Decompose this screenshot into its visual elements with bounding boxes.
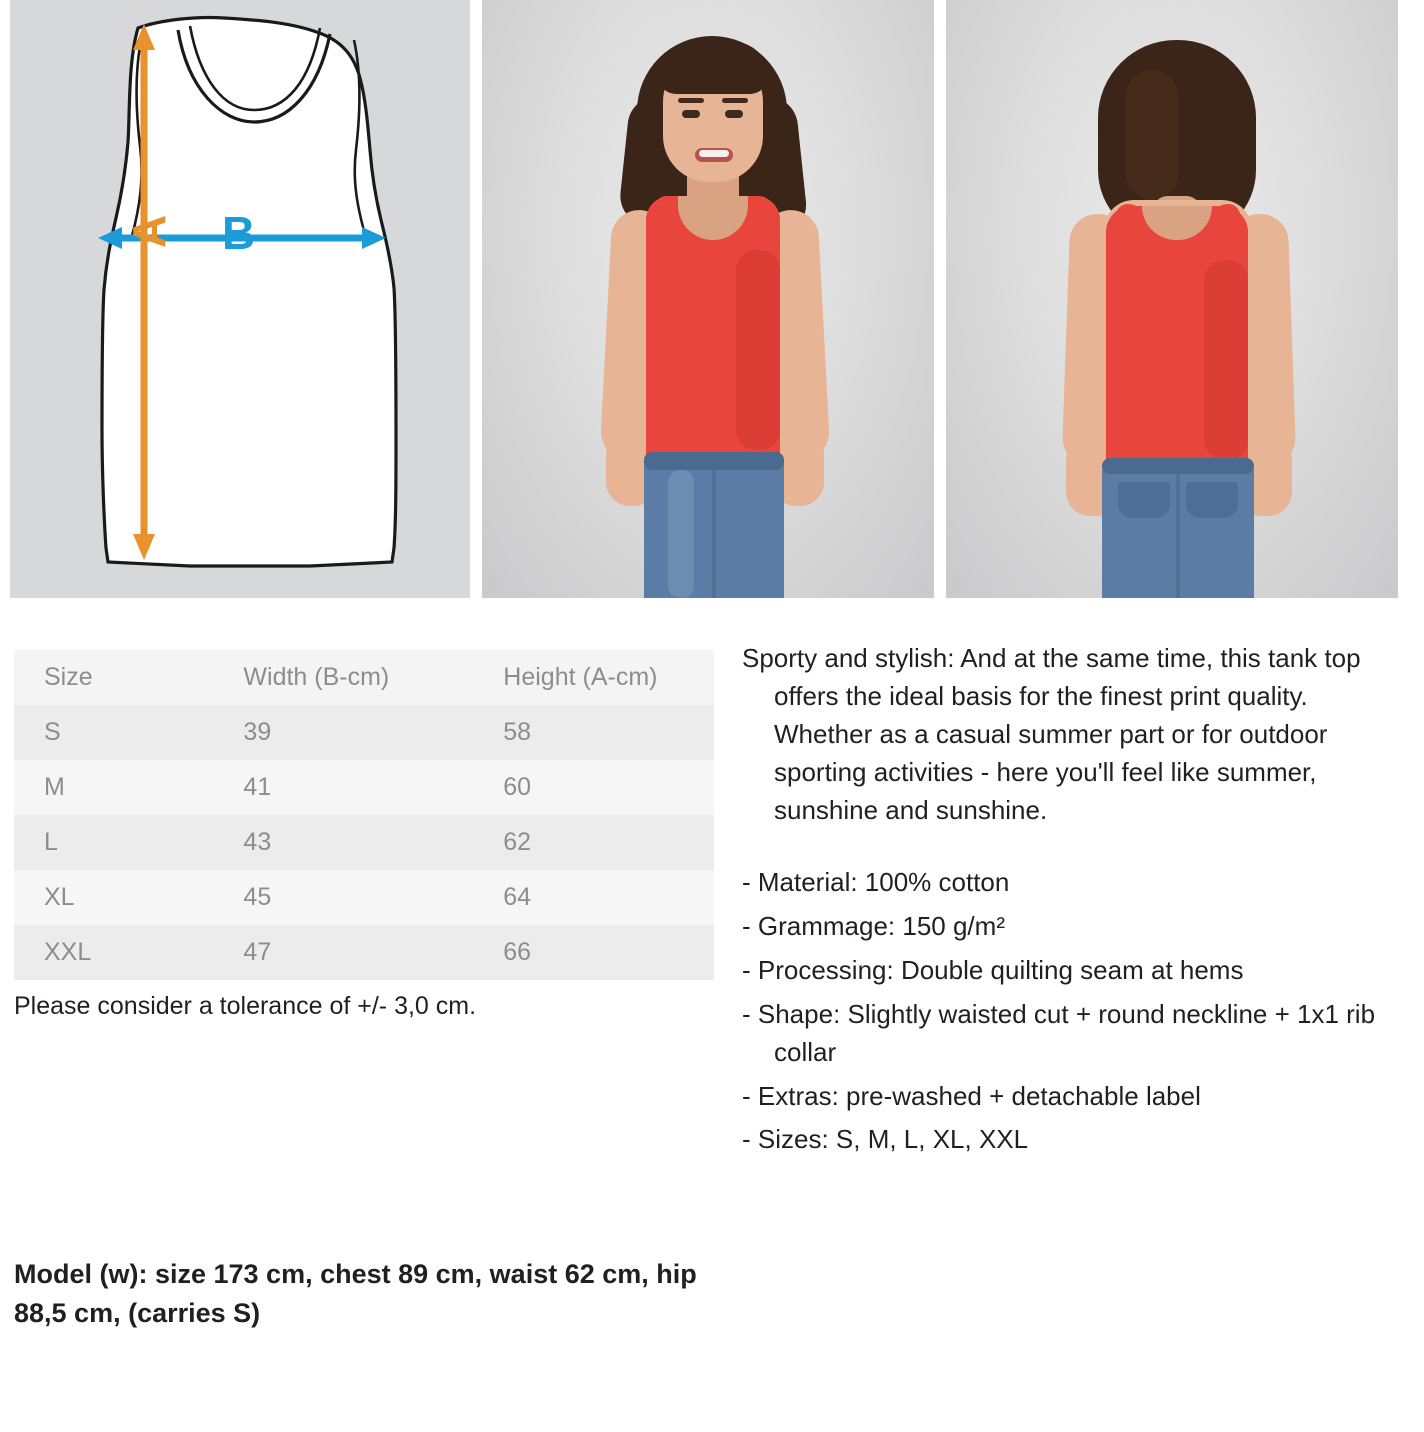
tank-shadow-back — [1204, 260, 1248, 460]
jeans-seam-back — [1176, 474, 1180, 598]
jeans-waistband — [644, 452, 784, 470]
cell-height: 58 — [503, 718, 532, 746]
description-intro: Sporty and stylish: And at the same time, this tank top offers the ideal basis for the finest print quality. Whether as a casual summer part or for outdoor sporting activities - here you'll feel like summer, sunshine and sunshine. — [742, 643, 1361, 825]
dimension-label-a: A — [123, 214, 175, 248]
eye-right — [725, 110, 743, 118]
measurement-diagram-panel — [10, 0, 470, 598]
pocket-right — [1186, 482, 1238, 518]
model-measurements-note: Model (w): size 173 cm, chest 89 cm, waist 62 cm, hip 88,5 cm, (carries S) — [14, 1259, 697, 1329]
cell-height: 66 — [503, 938, 532, 966]
cell-width: 39 — [243, 718, 272, 746]
jeans-seam — [712, 470, 716, 598]
eyebrow-right — [722, 98, 748, 103]
model-front-photo — [482, 0, 934, 598]
spec-sizes: - Sizes: S, M, L, XL, XXL — [742, 1124, 1029, 1155]
cell-size: S — [44, 718, 61, 746]
product-description — [742, 640, 1402, 1165]
tank-shadow — [736, 250, 780, 450]
cell-size: XXL — [44, 938, 92, 966]
cell-width: 47 — [243, 938, 272, 966]
teeth — [699, 150, 729, 157]
cell-height: 62 — [503, 828, 532, 856]
spec-extras: - Extras: pre-washed + detachable label — [742, 1080, 1201, 1111]
spec-grammage: - Grammage: 150 g/m² — [742, 910, 1005, 941]
size-chart-body — [14, 705, 714, 980]
table-row — [14, 925, 714, 980]
table-row — [14, 815, 714, 870]
table-row — [14, 760, 714, 815]
model-back-photo — [946, 0, 1398, 598]
product-details-section — [0, 598, 1424, 1432]
table-row — [14, 705, 714, 760]
header-height: Height (A-cm) — [503, 663, 658, 691]
pocket-left — [1118, 482, 1170, 518]
header-size: Size — [44, 663, 93, 691]
eye-left — [682, 110, 700, 118]
product-image-strip — [10, 0, 1414, 598]
spec-shape: - Shape: Slightly waisted cut + round neckline + 1x1 rib collar — [742, 998, 1376, 1067]
cell-width: 43 — [243, 828, 272, 856]
jeans-waistband-back — [1102, 458, 1254, 474]
hair-fringe — [658, 42, 768, 94]
cell-height: 60 — [503, 773, 532, 801]
hair-highlight — [1126, 70, 1178, 200]
cell-size: L — [44, 828, 58, 856]
cell-height: 64 — [503, 883, 532, 911]
table-row — [14, 870, 714, 925]
table-header-row — [14, 650, 714, 705]
size-chart-table — [14, 650, 714, 980]
spec-processing: - Processing: Double quilting seam at hems — [742, 954, 1244, 985]
cell-size: XL — [44, 883, 75, 911]
cell-width: 41 — [243, 773, 272, 801]
eyebrow-left — [678, 98, 704, 103]
spec-material: - Material: 100% cotton — [742, 866, 1010, 897]
jeans-highlight — [668, 470, 694, 598]
size-chart-head — [14, 650, 714, 705]
cell-width: 45 — [243, 883, 272, 911]
cell-size: M — [44, 773, 65, 801]
header-width: Width (B-cm) — [243, 663, 390, 691]
tolerance-note: Please consider a tolerance of +/- 3,0 cm. — [14, 992, 477, 1020]
dimension-label-b: B — [222, 207, 256, 259]
tank-top-outline-svg — [10, 0, 470, 598]
